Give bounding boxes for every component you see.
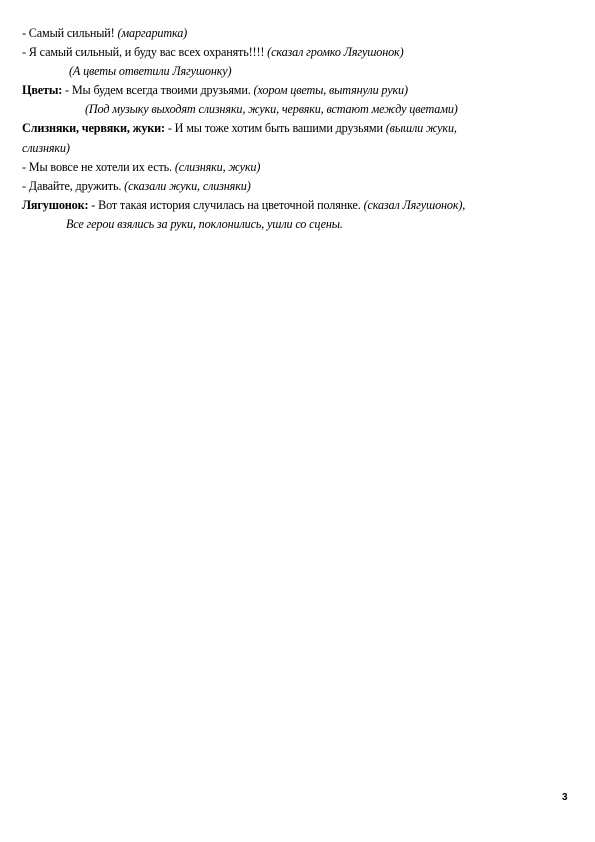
stage-direction: слизняки) <box>22 140 70 155</box>
stage-direction: (сказал Лягушонок), <box>363 197 466 212</box>
line-text: - И мы тоже хотим быть вашими друзьями <box>164 121 386 136</box>
dialogue-line-4 <box>22 177 574 196</box>
line-text: - Мы будем всегда твоими друзьями. <box>62 83 254 98</box>
stage-direction-final <box>22 215 574 234</box>
stage-direction: (маргаритка) <box>117 26 188 40</box>
stage-direction-line-1 <box>22 62 574 81</box>
line-text: - Давайте, дружить. <box>22 178 125 193</box>
dialogue-line-1 <box>22 24 574 43</box>
stage-direction: (вышли жуки, <box>385 121 457 136</box>
stage-direction: (сказали жуки, слизняки) <box>124 178 251 193</box>
stage-direction: (сказал громко Лягушонок) <box>267 45 404 60</box>
line-text: - Я самый сильный, и буду вас всех охранять!!!! <box>22 45 268 60</box>
dialogue-line-2 <box>22 43 574 62</box>
dialogue-line-bugs <box>22 119 574 138</box>
stage-direction: Все герои взялись за руки, поклонились, ушли со сцены. <box>66 216 343 231</box>
stage-direction: (хором цветы, вытянули руки) <box>253 83 408 98</box>
stage-direction: (А цветы ответили Лягушонку) <box>69 64 232 79</box>
script-text <box>22 24 574 234</box>
dialogue-line-3 <box>22 158 574 177</box>
stage-direction-line-2 <box>22 100 574 119</box>
speaker-label: Лягушонок: <box>22 197 89 212</box>
dialogue-line-frog <box>22 196 574 215</box>
line-text: - Самый сильный! <box>22 26 118 40</box>
stage-direction: (слизняки, жуки) <box>174 159 261 174</box>
speaker-label: Цветы: <box>22 83 63 98</box>
line-text: - Вот такая история случилась на цветочной полянке. <box>88 197 364 212</box>
stage-direction: (Под музыку выходят слизняки, жуки, червяки, встают между цветами) <box>85 102 458 117</box>
page-number: 3 <box>562 792 568 803</box>
line-text: - Мы вовсе не хотели их есть. <box>22 159 175 174</box>
dialogue-line-flowers <box>22 81 574 100</box>
stage-direction-continuation <box>22 139 574 158</box>
speaker-label: Слизняки, червяки, жуки: <box>22 121 165 136</box>
